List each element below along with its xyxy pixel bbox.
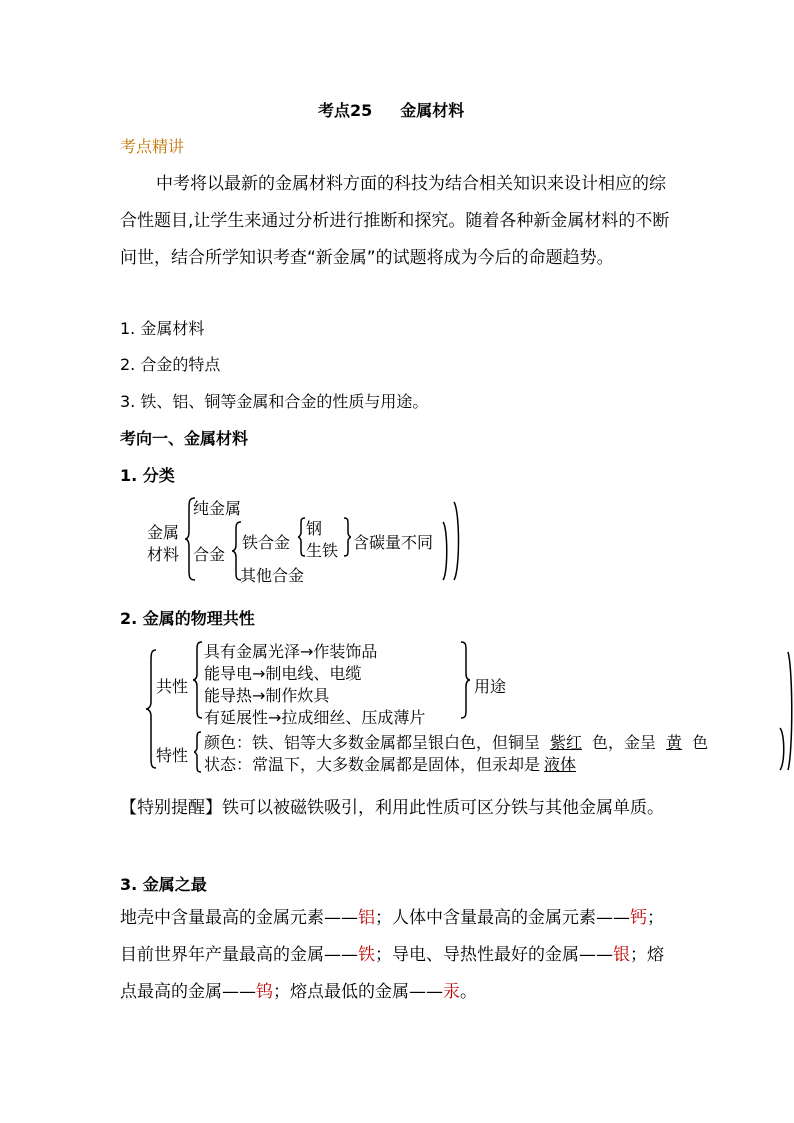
title-prefix: 考点25: [318, 101, 373, 120]
record-text: ；导电、导热性最好的金属——: [375, 945, 613, 965]
brace-common-left: [192, 640, 204, 720]
brace-outer-right: [786, 650, 794, 774]
color-text-c: 色: [692, 733, 709, 752]
list-item: 2. 合金的特点: [120, 355, 221, 374]
brace-right-2: [441, 520, 451, 582]
physical-properties-heading: 2. 金属的物理共性: [120, 609, 255, 628]
record-text: 。: [460, 982, 477, 1002]
state-text: 状态：常温下，大多数金属都是固体，但汞却是: [204, 755, 541, 774]
kx1-heading: 考向一、金属材料: [120, 429, 249, 448]
classification-heading: 1. 分类: [120, 466, 175, 485]
gold-color-answer: 黄: [666, 733, 683, 752]
answer-iron: 铁: [358, 945, 375, 965]
special-label: 特性: [156, 746, 189, 765]
record-text: ；目前世界年产量最高的金属——: [120, 908, 664, 965]
record-text: ；熔点最高的金属——: [120, 945, 664, 1002]
brace-special-left: [193, 730, 203, 774]
answer-mercury: 汞: [443, 982, 460, 1002]
record-text: ；人体中含量最高的金属元素——: [375, 908, 630, 928]
answer-calcium: 钙: [630, 908, 647, 928]
iron-alloy-label: 铁合金: [242, 533, 291, 552]
diagram-root-line2: 材料: [147, 545, 180, 564]
alloy-label: 合金: [193, 545, 226, 564]
answer-tungsten: 钨: [256, 982, 273, 1002]
answer-silver: 银: [613, 945, 630, 965]
record-text: 地壳中含量最高的金属元素——: [120, 908, 358, 928]
common-label: 共性: [156, 677, 189, 696]
state-property-line: [204, 752, 576, 775]
color-property-line: [204, 730, 708, 753]
pig-iron-label: 生铁: [306, 541, 339, 560]
special-reminder: 【特别提醒】铁可以被磁铁吸引，利用此性质可区分铁与其他金属单质。: [120, 798, 664, 818]
brace-common-right: [459, 640, 471, 720]
section-heading: 考点精讲: [120, 137, 185, 156]
intro-paragraph: 中考将以最新的金属材料方面的科技为结合相关知识来设计相应的综合性题目,让学生来通过分析进行推断和探究。随着各种新金属材料的不断问世，结合所学知识考查“新金属”的试题将成为今后的命题趋势。: [120, 174, 670, 268]
common-item: 具有金属光泽→作装饰品: [204, 642, 378, 661]
list-item: 1. 金属材料: [120, 319, 205, 338]
title-topic: 金属材料: [400, 101, 465, 120]
metal-records-paragraph: [120, 900, 680, 1011]
metal-records-heading: 3. 金属之最: [120, 875, 207, 894]
brace-right-1: [452, 500, 462, 582]
diagram-root-line1: 金属: [147, 523, 180, 542]
answer-aluminum: 铝: [358, 908, 375, 928]
list-item: 3. 铁、铝、铜等金属和合金的性质与用途。: [120, 392, 429, 411]
common-item: 有延展性→拉成细丝、压成薄片: [204, 708, 426, 727]
common-item: 能导电→制电线、电缆: [204, 664, 362, 683]
other-alloy-label: 其他合金: [240, 566, 305, 585]
common-item: 能导热→制作炊具: [204, 686, 330, 705]
carbon-note: 含碳量不同: [353, 533, 434, 552]
pure-metal-label: 纯金属: [193, 499, 242, 518]
steel-label: 钢: [306, 519, 323, 538]
color-text-b: 色，金呈: [592, 733, 657, 752]
use-label: 用途: [474, 677, 507, 696]
color-text-a: 颜色：铁、铝等大多数金属都呈银白色，但铜呈: [204, 733, 541, 752]
copper-color-answer: 紫红: [550, 733, 583, 752]
page-title: [318, 98, 464, 121]
mercury-state-answer: 液体: [544, 755, 577, 774]
record-text: ；熔点最低的金属——: [273, 982, 443, 1002]
brace-right-3: [342, 516, 352, 558]
